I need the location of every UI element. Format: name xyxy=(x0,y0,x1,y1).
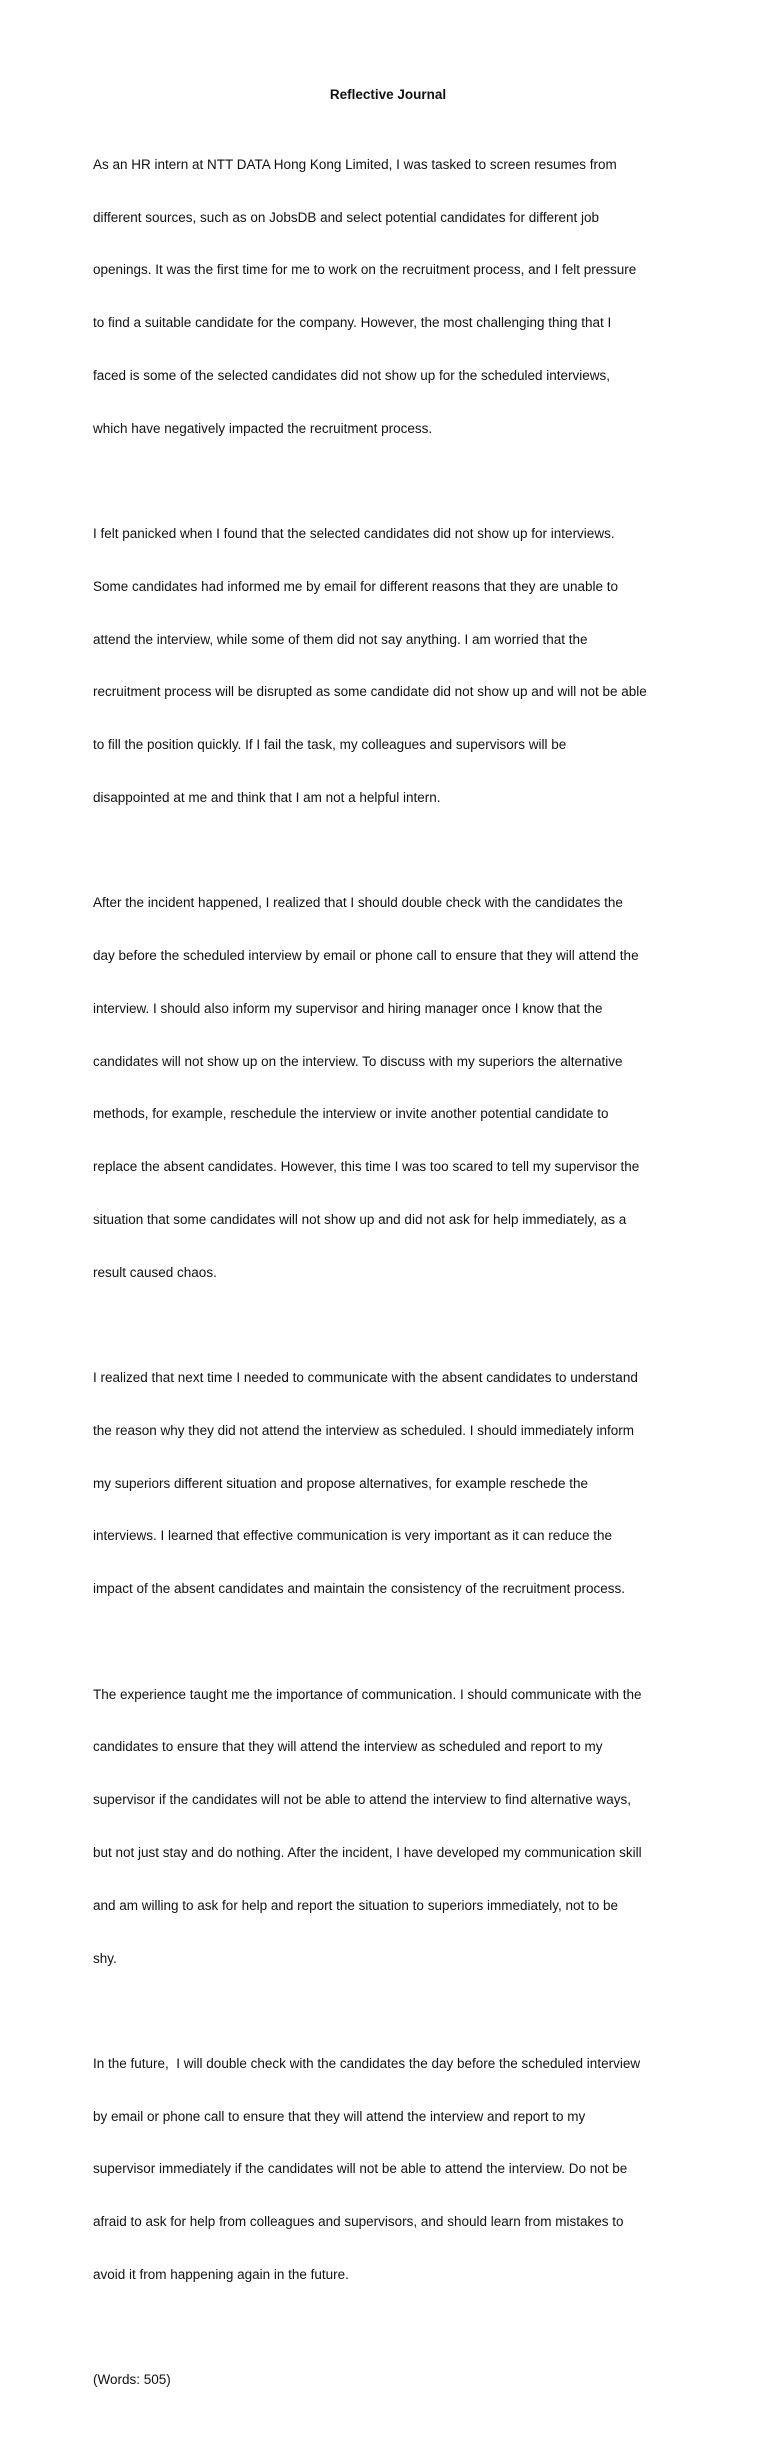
paragraph-line: recruitment process will be disrupted as some candidate did not show up and will not be able xyxy=(93,684,647,700)
word-count-text: (Words: 505) xyxy=(93,2372,171,2388)
paragraph-line: and am willing to ask for help and report the situation to superiors immediately, not to be xyxy=(93,1897,619,1913)
paragraph-line: day before the scheduled interview by email or phone call to ensure that they will attend the xyxy=(93,948,639,964)
paragraph-line: In the future, I will double check with the candidates the day before the scheduled interview xyxy=(93,2055,641,2071)
paragraph-line: to find a suitable candidate for the company. However, the most challenging thing that I xyxy=(93,315,612,331)
paragraph-line: impact of the absent candidates and maintain the consistency of the recruitment process. xyxy=(93,1581,626,1597)
paragraph-line: The experience taught me the importance of communication. I should communicate with the xyxy=(93,1686,642,1702)
paragraph-line: by email or phone call to ensure that they will attend the interview and report to my xyxy=(93,2108,586,2124)
paragraph-line: interview. I should also inform my supervisor and hiring manager once I know that the xyxy=(93,1000,603,1016)
paragraph-2 xyxy=(93,490,683,842)
paragraph-line: Some candidates had informed me by email for different reasons that they are unable to xyxy=(93,578,619,594)
paragraph-line: supervisor if the candidates will not be able to attend the interview to find alternative ways, xyxy=(93,1792,632,1808)
paragraph-line: result caused chaos. xyxy=(93,1264,217,1280)
paragraph-line: my superiors different situation and propose alternatives, for example reschede the xyxy=(93,1475,589,1491)
paragraph-line: After the incident happened, I realized that I should double check with the candidates the xyxy=(93,895,623,911)
paragraph-line: replace the absent candidates. However, this time I was too scared to tell my supervisor the xyxy=(93,1159,640,1175)
paragraph-4 xyxy=(93,1334,683,1633)
word-count xyxy=(93,2336,683,2424)
paragraph-line: which have negatively impacted the recruitment process. xyxy=(93,420,433,436)
paragraph-line: faced is some of the selected candidates did not show up for the scheduled interviews, xyxy=(93,367,611,383)
paragraph-line: to fill the position quickly. If I fail the task, my colleagues and supervisors will be xyxy=(93,737,567,753)
paragraph-line: situation that some candidates will not show up and did not ask for help immediately, as a xyxy=(93,1212,627,1227)
paragraph-line: shy. xyxy=(93,1950,117,1966)
paragraph-line: afraid to ask for help from colleagues and supervisors, and should learn from mistakes to xyxy=(93,2214,624,2230)
paragraph-line: openings. It was the first time for me to work on the recruitment process, and I felt pressure xyxy=(93,262,637,278)
paragraph-line: candidates to ensure that they will attend the interview as scheduled and report to my xyxy=(93,1739,603,1755)
paragraph-6 xyxy=(93,2020,683,2319)
document-title: Reflective Journal xyxy=(329,87,447,102)
paragraph-line: but not just stay and do nothing. After the incident, I have developed my communication skill xyxy=(93,1844,642,1860)
paragraph-line: As an HR intern at NTT DATA Hong Kong Limited, I was tasked to screen resumes from xyxy=(93,156,617,172)
paragraph-line: methods, for example, reschedule the interview or invite another potential candidate to xyxy=(93,1106,609,1122)
paragraph-5 xyxy=(93,1650,683,2002)
paragraph-line: attend the interview, while some of them did not say anything. I am worried that the xyxy=(93,631,588,647)
document-body xyxy=(93,86,683,2442)
paragraph-line: I realized that next time I needed to communicate with the absent candidates to understand xyxy=(93,1370,638,1386)
paragraph-line: different sources, such as on JobsDB and select potential candidates for different job xyxy=(93,209,600,225)
paragraph-line: interviews. I learned that effective communication is very important as it can reduce the xyxy=(93,1528,612,1544)
paragraph-3 xyxy=(93,859,683,1316)
paragraph-line: supervisor immediately if the candidates will not be able to attend the interview. Do not be xyxy=(93,2161,628,2177)
paragraph-1 xyxy=(93,121,683,473)
paragraph-line: I felt panicked when I found that the selected candidates did not show up for interviews. xyxy=(93,526,615,542)
paragraph-line: disappointed at me and think that I am not a helpful intern. xyxy=(93,789,441,805)
paragraph-line: candidates will not show up on the interview. To discuss with my superiors the alternative xyxy=(93,1053,623,1069)
paragraph-line: avoid it from happening again in the future. xyxy=(93,2267,349,2283)
paragraph-line: the reason why they did not attend the interview as scheduled. I should immediately inform xyxy=(93,1422,635,1438)
